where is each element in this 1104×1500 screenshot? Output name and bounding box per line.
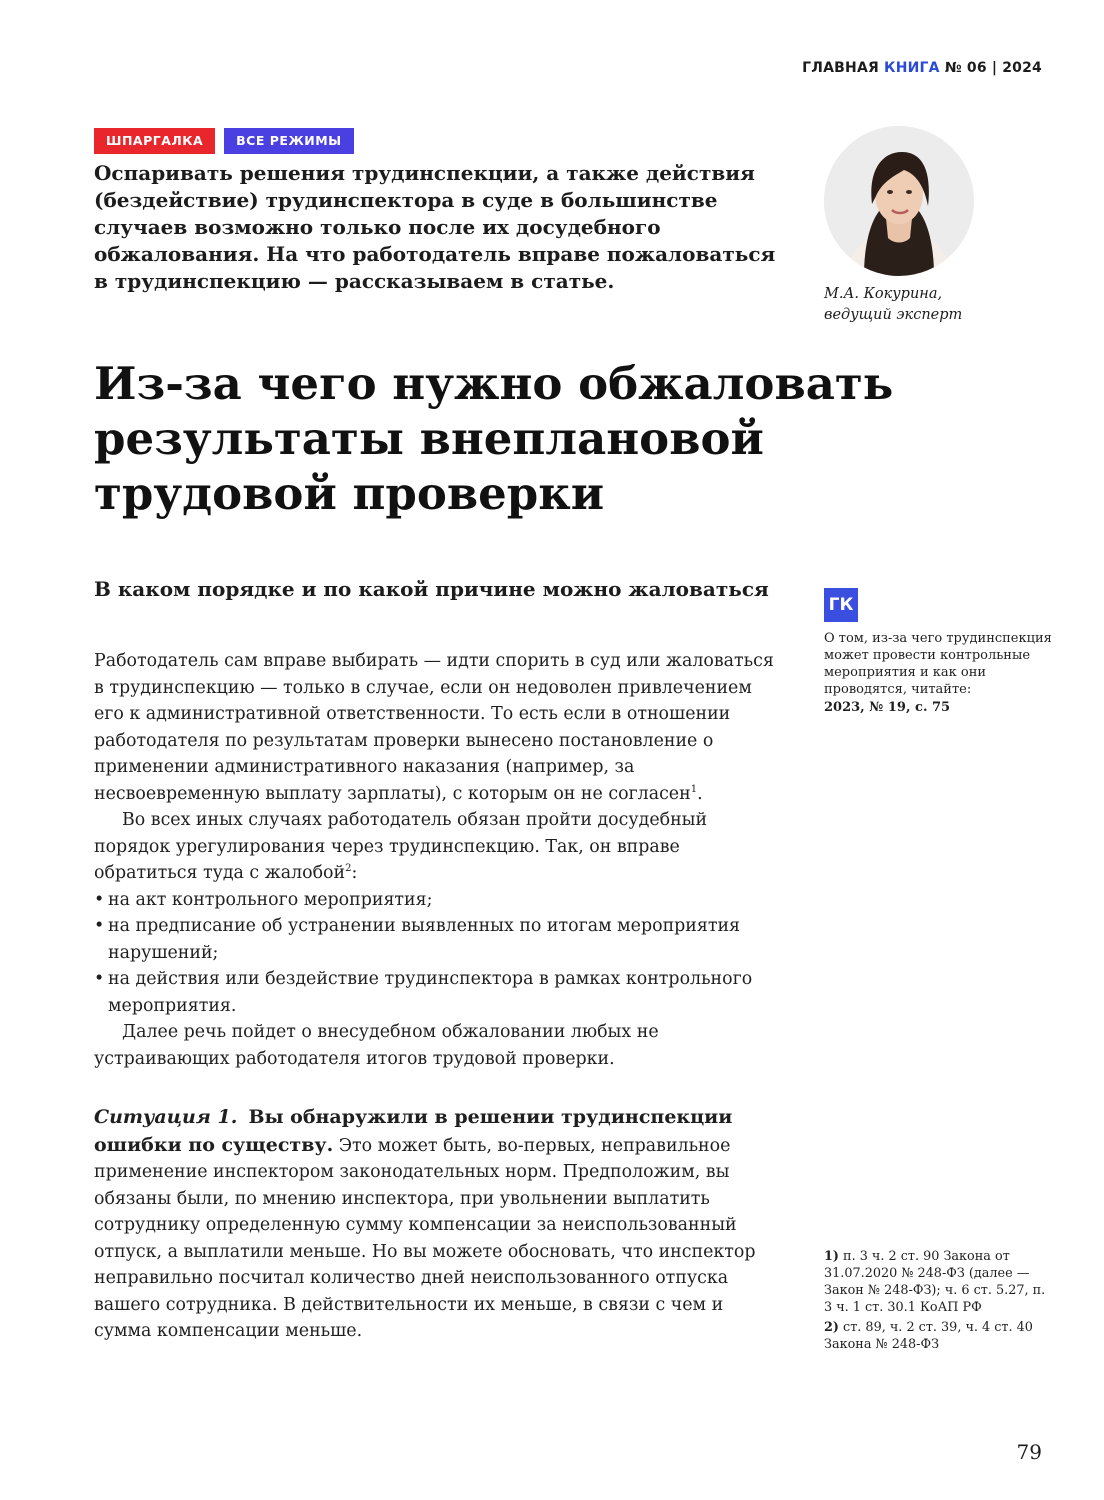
body-paragraph-1: Работодатель сам вправе выбирать — идти спорить в суд или жаловаться в трудинспекцию — только в случае, если он недоволен привлечением его к административной ответственности. То есть если в отношении работодателя по результатам проверки вынесено постановление о применении административного наказания (например, за несвоевременную выплату зарплаты), с которым он не согласен$^1$. xyxy=(94,651,774,804)
author-photo xyxy=(824,126,974,276)
article-body xyxy=(94,648,774,1345)
lead-paragraph: Оспаривать решения трудинспекции, а также действия (бездействие) трудинспектора в суде в большинстве случаев возможно только после их досудебного обжалования. На что работодатель вправе пожаловаться в трудинспекцию — рассказываем в статье. xyxy=(94,161,776,293)
situation-text: Это может быть, во-первых, неправильное применение инспектором законодательных норм. Предположим, вы обязаны были, по мнению инспектора, при увольнении выплатить сотруднику определенную сумму компенсации за неиспользованный отпуск, а выплатили меньше. Но вы можете обосновать, что инспектор неправильно посчитал количество дней неиспользованного отпуска вашего сотрудника. В действительности их меньше, в связи с чем и сумма компенсации меньше. xyxy=(94,1135,756,1341)
sidebar-reference xyxy=(824,630,1054,716)
brand-accent: КНИГА xyxy=(884,60,940,76)
sidebar-text: О том, из-за чего трудинспекция может провести контрольные мероприятия и как они проводятся, читайте: xyxy=(824,631,1052,697)
author-portrait-illustration xyxy=(824,126,974,276)
article-headline xyxy=(94,356,974,521)
body-paragraph-2: Во всех иных случаях работодатель обязан пройти досудебный порядок урегулирования через трудинспекцию. Так, он вправе обратиться туда с жалобой$^2$: xyxy=(94,810,708,883)
footnote-ref-1[interactable]: 1 xyxy=(690,783,698,795)
list-item: • на действия или бездействие трудинспектора в рамках контрольного мероприятия. xyxy=(94,966,774,1019)
footnote-1: 1) п. 3 ч. 2 ст. 90 Закона от 31.07.2020 № 248-ФЗ (далее — Закон № 248-ФЗ); ч. 6 ст. 5.27, п. 3 ч. 1 ст. 30.1 КоАП РФ xyxy=(824,1249,1046,1315)
tags xyxy=(94,128,354,154)
footnote-2: 2) ст. 89, ч. 2 ст. 39, ч. 4 ст. 40 Закона № 248-ФЗ xyxy=(824,1320,1033,1352)
magazine-header xyxy=(802,60,1042,76)
complaint-list xyxy=(94,887,774,1020)
list-item: • на предписание об устранении выявленных по итогам мероприятия нарушений; xyxy=(94,913,774,966)
issue-number: № 06 | 2024 xyxy=(944,60,1042,76)
page-number: 79 xyxy=(1016,1440,1042,1464)
headline-line-2: результаты внеплановой xyxy=(94,412,764,465)
gk-logo-icon: ГК xyxy=(824,588,858,622)
situation-title: Вы обнаружили в решении трудинспекции ошибки по существу. xyxy=(94,1106,733,1156)
tag-all-regimes: ВСЕ РЕЖИМЫ xyxy=(224,128,353,154)
sidebar-source-link[interactable]: 2023, № 19, с. 75 xyxy=(824,700,951,715)
author-name: М.А. Кокурина, xyxy=(824,286,943,302)
situation-1 xyxy=(94,1104,774,1345)
footnote-ref-2[interactable]: 2 xyxy=(345,863,352,875)
body-paragraph-3: Далее речь пойдет о внесудебном обжаловании любых не устраивающих работодателя итогов трудовой проверки. xyxy=(94,1022,659,1069)
section-heading: В каком порядке и по какой причине можно жаловаться xyxy=(94,577,769,601)
brand-main: ГЛАВНАЯ xyxy=(802,60,879,76)
situation-label: Ситуация 1. xyxy=(94,1106,238,1128)
footnotes xyxy=(824,1248,1054,1356)
author-caption xyxy=(824,284,1024,326)
headline-line-3: трудовой проверки xyxy=(94,467,605,520)
tag-cheatsheet: ШПАРГАЛКА xyxy=(94,128,215,154)
list-item: • на акт контрольного мероприятия; xyxy=(94,887,774,914)
headline-line-1: Из-за чего нужно обжаловать xyxy=(94,357,894,410)
author-role: ведущий эксперт xyxy=(824,307,963,323)
